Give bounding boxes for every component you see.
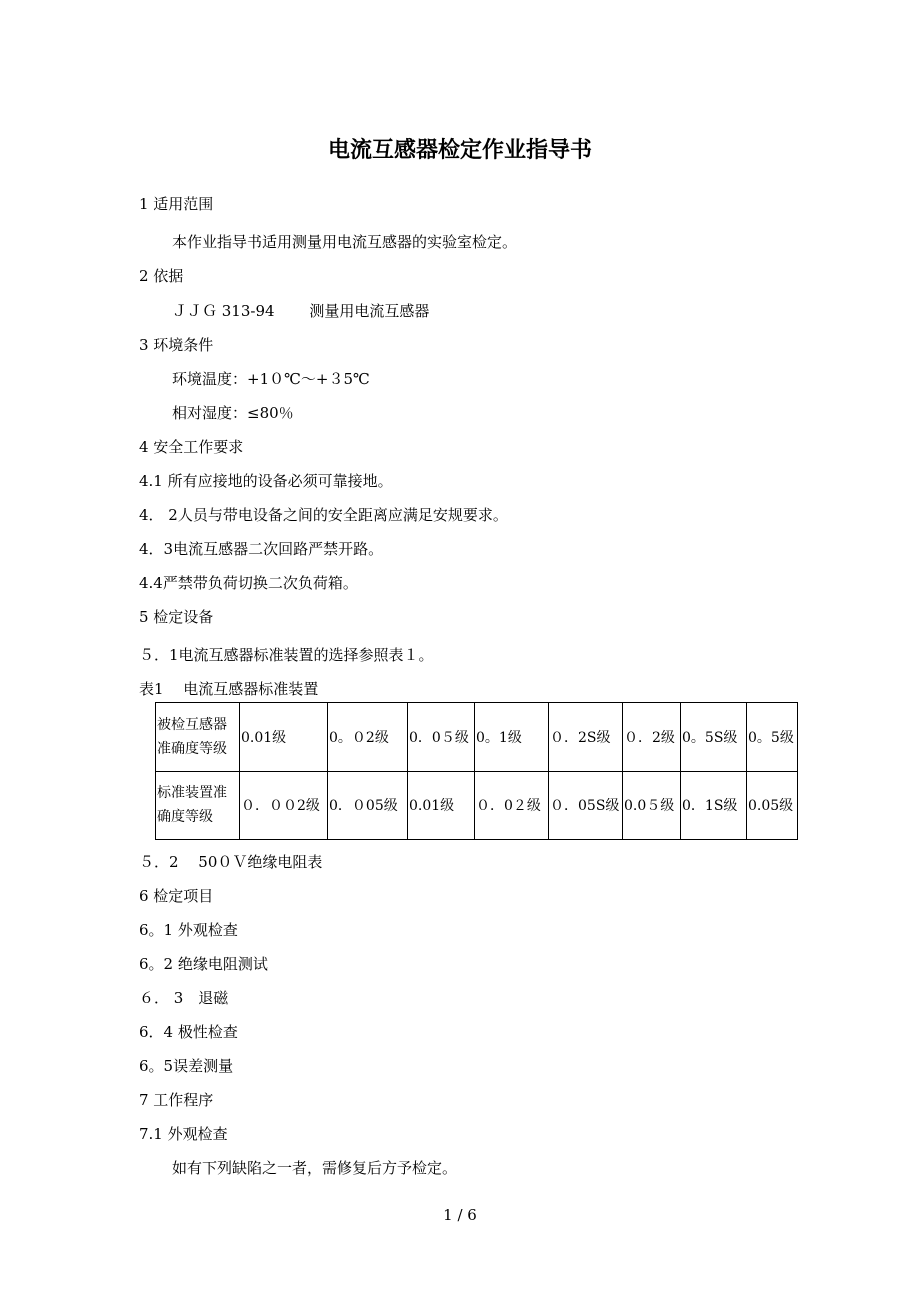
section-heading: 3 环境条件 [139, 336, 214, 354]
table-cell: 0。5级 [747, 703, 798, 772]
paragraph: 如有下列缺陷之一者，需修复后方予检定。 [172, 1159, 458, 1177]
section-heading: 1 适用范围 [139, 195, 214, 213]
section-heading: 2 依据 [139, 267, 184, 285]
table-row [156, 703, 798, 772]
paragraph: 本作业指导书适用测量用电流互感器的实验室检定。 [172, 233, 518, 251]
standard-device-table [155, 702, 798, 840]
page-number: 1 / 6 [443, 1206, 477, 1224]
paragraph: 6。2 绝缘电阻测试 [139, 955, 268, 973]
table-cell: 0。5S级 [681, 703, 747, 772]
table-caption: 表1 电流互感器标准装置 [139, 680, 319, 698]
paragraph: 7.1 外观检查 [139, 1125, 228, 1143]
paragraph: 6．4 极性检查 [139, 1023, 238, 1041]
paragraph: 4．3电流互感器二次回路严禁开路。 [139, 540, 384, 558]
table-cell: ０．2级 [623, 703, 681, 772]
paragraph: 4.1 所有应接地的设备必须可靠接地。 [139, 472, 393, 490]
table-cell: ０．05S级 [549, 771, 623, 840]
paragraph: 4． 2人员与带电设备之间的安全距离应满足安规要求。 [139, 506, 508, 524]
paragraph: 6。1 外观检查 [139, 921, 238, 939]
table-cell: 0.05级 [747, 771, 798, 840]
paragraph: 相对湿度：≤80％ [172, 404, 294, 422]
paragraph: ５．2 50０Ｖ绝缘电阻表 [139, 853, 323, 871]
row-header: 标准装置准确度等级 [156, 771, 240, 840]
table-cell: 0.01级 [408, 771, 475, 840]
paragraph: ５．1电流互感器标准装置的选择参照表１。 [139, 646, 434, 664]
table-cell: 0．1S级 [681, 771, 747, 840]
paragraph: 6。5误差测量 [139, 1057, 234, 1075]
table-row [156, 771, 798, 840]
table-cell: ０．0２级 [475, 771, 549, 840]
section-heading: 4 安全工作要求 [139, 438, 244, 456]
paragraph: ６． 3 退磁 [139, 989, 229, 1007]
table-cell: 0。０2级 [328, 703, 408, 772]
table-cell: ０．2S级 [549, 703, 623, 772]
table-cell: 0.01级 [240, 703, 328, 772]
section-heading: 7 工作程序 [139, 1091, 214, 1109]
table-cell: 0。1级 [475, 703, 549, 772]
table-cell: 0．０05级 [328, 771, 408, 840]
paragraph: ＪＪＧ 313-94 测量用电流互感器 [172, 302, 430, 320]
document-title: 电流互感器检定作业指导书 [327, 138, 592, 163]
paragraph: 环境温度：+1０℃～+３5℃ [172, 370, 370, 388]
table-cell: 0.0５级 [623, 771, 681, 840]
row-header: 被检互感器准确度等级 [156, 703, 240, 772]
section-heading: 5 检定设备 [139, 608, 214, 626]
table-cell: 0．0５级 [408, 703, 475, 772]
table-cell: ０．００2级 [240, 771, 328, 840]
section-heading: 6 检定项目 [139, 887, 214, 905]
paragraph: 4.4严禁带负荷切换二次负荷箱。 [139, 574, 358, 592]
